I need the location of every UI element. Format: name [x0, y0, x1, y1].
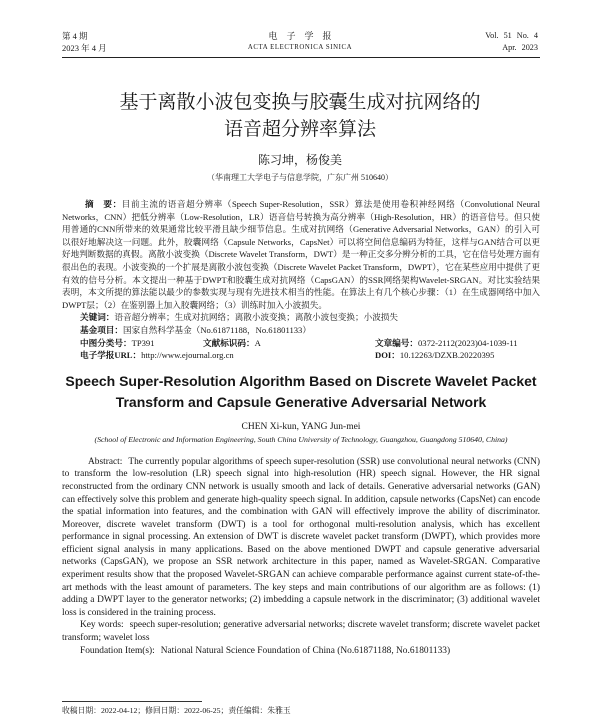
- foundation-text-en: National Natural Science Foundation of China (No.61871188, No.61801133): [160, 645, 451, 656]
- header-volume-block: [398, 30, 538, 54]
- keywords-label-en: Key words:: [80, 620, 124, 631]
- header-journal-block: [200, 30, 400, 54]
- affiliation-en: (School of Electronic and Information Engineering, South China University of Technology, Guangzhou, Guangdong 510640, China): [94, 434, 508, 444]
- issue-date-en: Apr. 2023: [502, 43, 538, 52]
- paper-title-en: Speech Super-Resolution Algorithm Based on Discrete Wavelet Packet Transform and Capsule Generative Adversarial Network: [65, 372, 537, 410]
- abstract-en: [62, 456, 540, 620]
- abstract-text-en: The currently popular algorithms of speech super-resolution (SSR) use convolutional neural networks (CNN) to transform the low-resolution (LR) speech signal into high-resolution (HR) speech signal. However, the HR signal reconstructed from the ordinary CNN network is usually smooth and lack of details. Generative adversarial networks (GAN) can effectively solve this problem and generate high-quality speech signal. In addition, capsule networks (CapsNet) can encode the spatial information into features, and the combination with GAN will effectively improve the ability of discriminator. Moreover, discrete wavelet transform (DWT) is a tool for orthogonal multi-resolution analysis, which has excellent performance in signal processing. An extension of DWT is discrete wavelet packet transform (DWPT), which provides more efficient signal analysis in many applications. Based on the above mentioned DWPT and capsule generative adversarial networks (CapsGAN), we propose an SSR network architecture in this paper, named as Wavelet-SRGAN. Comparative experiment results show that the proposed Wavelet-SRGAN can achieve comparable performance against current state-of-the-art methods with the least amount of parameters. The key steps and main contributions of our algorithm are as follows: (1) adding a DWPT layer to the generator networks; (2) imbedding a capsule network in the discriminator; (3) additional wavelet loss is considered in the training process.: [62, 456, 540, 618]
- main-column: [62, 198, 540, 657]
- abstract-cn: [62, 198, 540, 311]
- keywords-en: [62, 619, 540, 644]
- keywords-text-cn: 语音超分辨率；生成对抗网络；离散小波变换；离散小波包变换；小波损失: [114, 312, 398, 323]
- keywords-cn: [62, 311, 540, 324]
- clc-value: TP391: [131, 337, 155, 348]
- article-no-field: [375, 337, 540, 350]
- clc-label: 中图分类号：: [80, 337, 132, 348]
- doi-value: 10.12263/DZXB.20220395: [399, 350, 495, 361]
- fund-label-cn: 基金项目：: [80, 324, 123, 335]
- received-dates-footnote: 收稿日期：2022-04-12；修回日期：2022-06-25；责任编辑：朱雅玉: [62, 706, 291, 715]
- doi-field: [375, 349, 540, 362]
- footnote-rule: [62, 701, 202, 702]
- article-no-value: 0372-2112(2023)04-1039-11: [417, 337, 518, 348]
- paper-title-cn: 基于离散小波包变换与胶囊生成对抗网络的语音超分辨率算法: [119, 92, 481, 140]
- header-rule: [62, 57, 540, 58]
- foundation-en: [62, 645, 540, 658]
- authors-cn: 陈习坤，杨俊美: [257, 153, 342, 167]
- doi-label: DOI：: [375, 350, 400, 361]
- authors-en: CHEN Xi-kun, YANG Jun-mei: [241, 421, 361, 432]
- article-no-label: 文章编号：: [375, 337, 418, 348]
- classification-row: [62, 337, 540, 350]
- abstract-label-en: Abstract:: [88, 456, 123, 467]
- journal-url-value: http://www.ejournal.org.cn: [141, 350, 234, 361]
- journal-url-field: [80, 349, 375, 362]
- affiliation-cn: （华南理工大学电子与信息学院，广东广州 510640）: [207, 173, 393, 182]
- journal-url-label: 电子学报URL：: [80, 350, 142, 361]
- doc-code-label: 文献标识码：: [203, 337, 255, 348]
- abstract-text-cn: 目前主流的语音超分辨率（Speech Super-Resolution，SSR）算法是使用卷积神经网络（Convolutional Neural Networks，CNN）把低分辨率（Low-Resolution，LR）语音信号转换为高分辨率（High-Resolution，HR）的语音信号。但只使用普通的CNN所带来的效果通常比较平滑且缺少细节信息。生成对抗网络（Generative Adversarial Networks，GAN）的引入可以很好地解决这一问题。此外，胶囊网络（Capsule Networks，CapsNet）可以将空间信息编码为特征，这样与GAN结合可以更好地判断数据的真假。离散小波变换（Discrete Wavelet Transform，DWT）是一种正交多分辨分析的工具，它在信号处理方面有很出色的表现。小波变换的一个扩展是离散小波包变换（Discrete Wavelet Packet Transform，DWPT），它在某些应用中提供了更有效的信号分析。本文提出一种基于DWPT和胶囊生成对抗网络（CapsGAN）的SSR网络架构Wavelet-SRGAN。对比实验结果表明，本文所提的算法能以最少的参数实现与现有先进技术相当的性能。在算法上有几个核心步骤：（1）在生成器网络中加入DWPT层；（2）在鉴别器上加入胶囊网络；（3）训练时加入小波损失。: [62, 199, 540, 310]
- doc-code-value: A: [254, 337, 261, 348]
- issue-date-cn: 2023 年 4 月: [62, 43, 107, 53]
- keywords-text-en: speech super-resolution; generative adversarial networks; discrete wavelet transform; discrete wavelet packet transform; wavelet loss: [62, 620, 540, 644]
- volume-number: Vol. 51 No. 4: [485, 31, 538, 40]
- journal-name-cn: 电子学报: [268, 31, 341, 41]
- fund-text-cn: 国家自然科学基金（No.61871188，No.61801133）: [122, 324, 311, 335]
- clc-field: [80, 337, 203, 350]
- issue-number: 第 4 期: [62, 31, 88, 41]
- doc-code-field: [203, 337, 375, 350]
- journal-name-en: ACTA ELECTRONICA SINICA: [247, 44, 353, 51]
- url-doi-row: [62, 349, 540, 362]
- keywords-label-cn: 关键词：: [80, 312, 115, 323]
- fund-cn: [62, 324, 540, 337]
- abstract-label-cn: 摘 要：: [85, 199, 122, 209]
- header-issue-block: [62, 30, 107, 54]
- foundation-label-en: Foundation Item(s):: [80, 645, 155, 656]
